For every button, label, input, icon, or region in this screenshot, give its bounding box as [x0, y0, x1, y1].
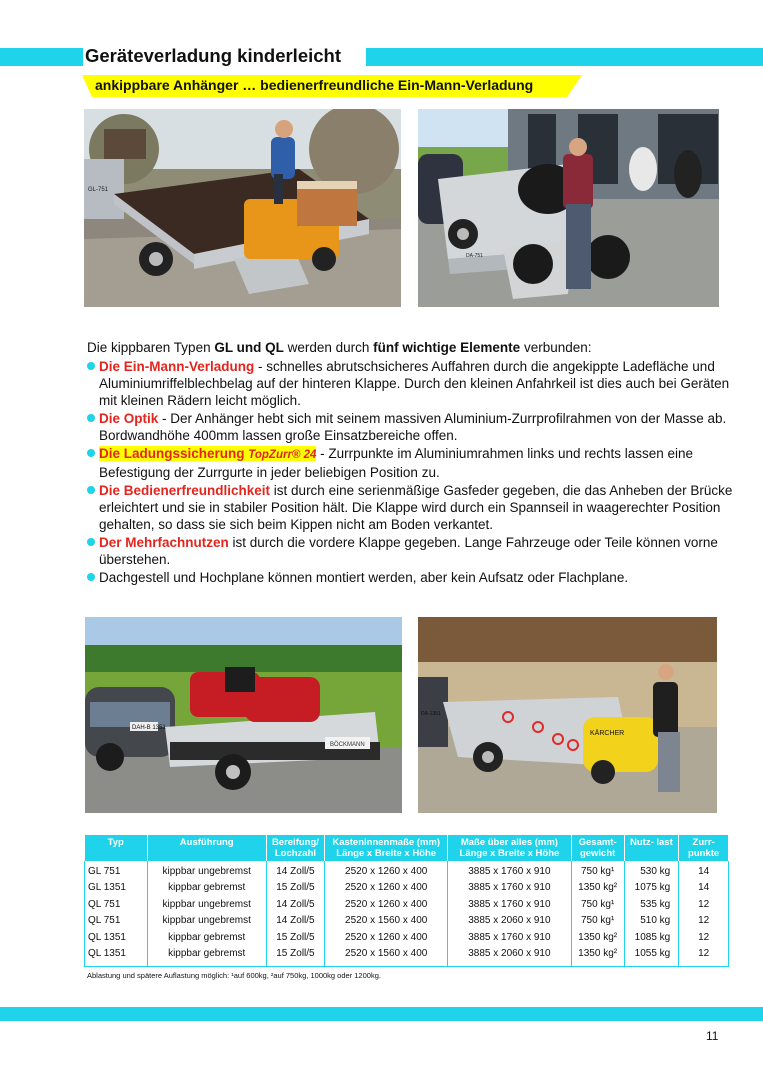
table-cell: 1350 kg²	[571, 948, 624, 967]
feature-text: - Der Anhänger hebt sich mit seinem massiven Aluminium-Zurrprofilrahmen von der Masse ab. Bordwandhöhe 400mm lassen große Einsatzbereiche offen.	[99, 411, 727, 443]
table-cell: 14 Zoll/5	[266, 894, 325, 915]
table-cell: 12	[679, 927, 729, 948]
col-header: Maße über alles (mm) Länge x Breite x Höhe	[448, 835, 572, 861]
page-title: Geräteverladung kinderleicht	[85, 45, 342, 66]
bullet-dot-icon	[87, 538, 95, 546]
col-header: Bereifung/ Lochzahl	[266, 835, 325, 861]
specs-table	[84, 835, 729, 967]
col-header: Ausführung	[147, 835, 266, 861]
table-cell: 2520 x 1260 x 400	[325, 894, 448, 915]
table-cell: 12	[679, 948, 729, 967]
page-number: 11	[706, 1029, 719, 1043]
table-cell: 3885 x 1760 x 910	[448, 894, 572, 915]
feature-text: - Zurrpunkte im Aluminiumrahmen links und rechts lassen eine Befestigung der Zurrgurte in jeder beliebigen Position zu.	[99, 446, 694, 480]
bullet-dot-icon	[87, 414, 95, 422]
table-cell: 1085 kg	[624, 927, 679, 948]
bullet-dot-icon	[87, 362, 95, 370]
table-cell: 535 kg	[624, 894, 679, 915]
table-cell: 14	[679, 861, 729, 882]
table-header-row	[85, 835, 729, 861]
table-cell: 2520 x 1560 x 400	[325, 948, 448, 967]
table-cell: 15 Zoll/5	[266, 927, 325, 948]
col-header: Kasteninnenmaße (mm) Länge x Breite x Höhe	[325, 835, 448, 861]
feature-list	[87, 358, 737, 587]
table-cell: QL 1351	[85, 948, 148, 967]
feature-item	[87, 445, 737, 481]
table-cell: 14 Zoll/5	[266, 861, 325, 882]
header-accent-bar-right	[366, 48, 763, 66]
header-accent-bar-left	[0, 48, 83, 66]
trailer-brand-label: BÖCKMANN	[330, 742, 365, 748]
feature-label: Die Ein-Mann-Verladung	[99, 359, 255, 374]
table-cell: 3885 x 2060 x 910	[448, 915, 572, 928]
table-cell: 1055 kg	[624, 948, 679, 967]
table-cell: 14 Zoll/5	[266, 915, 325, 928]
photo-sweeper-loading	[418, 617, 717, 813]
table-cell: 750 kg¹	[571, 861, 624, 882]
intro-bold-1: GL und QL	[214, 340, 284, 355]
plate-1: GL-751	[88, 187, 109, 193]
table-cell: 510 kg	[624, 915, 679, 928]
table-cell: 3885 x 2060 x 910	[448, 948, 572, 967]
table-row	[85, 882, 729, 895]
feature-text: Dachgestell und Hochplane können montiert werden, aber kein Aufsatz oder Flachplane.	[99, 570, 629, 585]
table-cell: 3885 x 1760 x 910	[448, 927, 572, 948]
table-cell: kippbar ungebremst	[147, 915, 266, 928]
table-cell: 2520 x 1260 x 400	[325, 927, 448, 948]
feature-item	[87, 410, 737, 444]
plate-3: DAH-B 1351	[132, 725, 166, 731]
feature-item	[87, 482, 737, 533]
feature-item	[87, 534, 737, 568]
table-footnote: Ablastung und spätere Auflastung möglich: ¹auf 600kg, ²auf 750kg, 1000kg oder 1200kg.	[87, 971, 381, 980]
feature-label: Der Mehrfachnutzen	[99, 535, 229, 550]
table-cell: 3885 x 1760 x 910	[448, 861, 572, 882]
feature-item	[87, 358, 737, 409]
intro-bold-2: fünf wichtige Elemente	[373, 340, 521, 355]
page-subtitle: ankippbare Anhänger … bedienerfreundliche Ein-Mann-Verladung	[95, 77, 534, 93]
table-cell: 2520 x 1260 x 400	[325, 882, 448, 895]
feature-text: ist durch eine serienmäßige Gasfeder gegeben, die das Anheben der Brücke erleichtert und sie in stabiler Position hält. Die Klappe wird durch ein Spannseil in waagerechter Position gehalten, so dass sie sich beim Kippen nicht am Boden verkantet.	[99, 483, 733, 532]
footer-accent-bar	[0, 1007, 763, 1021]
table-row	[85, 927, 729, 948]
table-cell: kippbar ungebremst	[147, 861, 266, 882]
intro-text-1: Die kippbaren Typen	[87, 340, 215, 355]
table-cell: kippbar gebremst	[147, 927, 266, 948]
table-cell: kippbar ungebremst	[147, 894, 266, 915]
table-cell: 2520 x 1560 x 400	[325, 915, 448, 928]
table-cell: 15 Zoll/5	[266, 948, 325, 967]
table-cell: 12	[679, 915, 729, 928]
photo-motorcycle-loading	[418, 109, 719, 307]
plate-2: DA-751	[466, 253, 483, 259]
table-cell: QL 1351	[85, 927, 148, 948]
feature-item	[87, 569, 737, 586]
col-header: Nutz- last	[624, 835, 679, 861]
table-cell: QL 751	[85, 915, 148, 928]
bullet-dot-icon	[87, 573, 95, 581]
table-row	[85, 894, 729, 915]
feature-text: ist durch die vordere Klappe gegeben. Lange Fahrzeuge oder Teile können vorne überstehen.	[99, 535, 718, 567]
feature-label: Die Optik	[99, 411, 159, 426]
table-row	[85, 861, 729, 882]
bullet-dot-icon	[87, 449, 95, 457]
photo-cart-loading	[84, 109, 401, 307]
table-cell: kippbar gebremst	[147, 882, 266, 895]
feature-label: Die Ladungssicherung	[99, 446, 249, 461]
table-cell: 750 kg¹	[571, 915, 624, 928]
table-cell: kippbar gebremst	[147, 948, 266, 967]
topzurr-brand: TopZurr® 24	[248, 449, 317, 461]
table-cell: 14	[679, 882, 729, 895]
table-cell: 530 kg	[624, 861, 679, 882]
intro-paragraph	[87, 339, 592, 356]
col-header: Zurr- punkte	[679, 835, 729, 861]
table-cell: 12	[679, 894, 729, 915]
table-cell: 1075 kg	[624, 882, 679, 895]
table-cell: 1350 kg²	[571, 927, 624, 948]
feature-label: Die Bedienerfreundlichkeit	[99, 483, 271, 498]
col-header: Typ	[85, 835, 148, 861]
table-cell: QL 751	[85, 894, 148, 915]
intro-text-3: verbunden:	[520, 340, 592, 355]
photo-lawn-tractor	[85, 617, 402, 813]
table-row	[85, 915, 729, 928]
table-cell: 15 Zoll/5	[266, 882, 325, 895]
table-cell: GL 751	[85, 861, 148, 882]
feature-text: - schnelles abrutschsicheres Auffahren durch die angekippte Ladefläche und Aluminiumriffelblechbelag auf der hinteren Klappe. Durch den kleinen Anfahrkeil ist dies auch bei Geräten mit kleinen Rädern leicht möglich.	[99, 359, 730, 408]
table-cell: 3885 x 1760 x 910	[448, 882, 572, 895]
table-cell: GL 1351	[85, 882, 148, 895]
bullet-dot-icon	[87, 486, 95, 494]
table-row	[85, 948, 729, 967]
table-cell: 1350 kg²	[571, 882, 624, 895]
machine-brand-label: KÄRCHER	[590, 730, 625, 737]
col-header: Gesamt- gewicht	[571, 835, 624, 861]
intro-text-2: werden durch	[283, 340, 374, 355]
table-cell: 750 kg¹	[571, 894, 624, 915]
table-cell: 2520 x 1260 x 400	[325, 861, 448, 882]
plate-4: DA-1351	[421, 711, 441, 717]
